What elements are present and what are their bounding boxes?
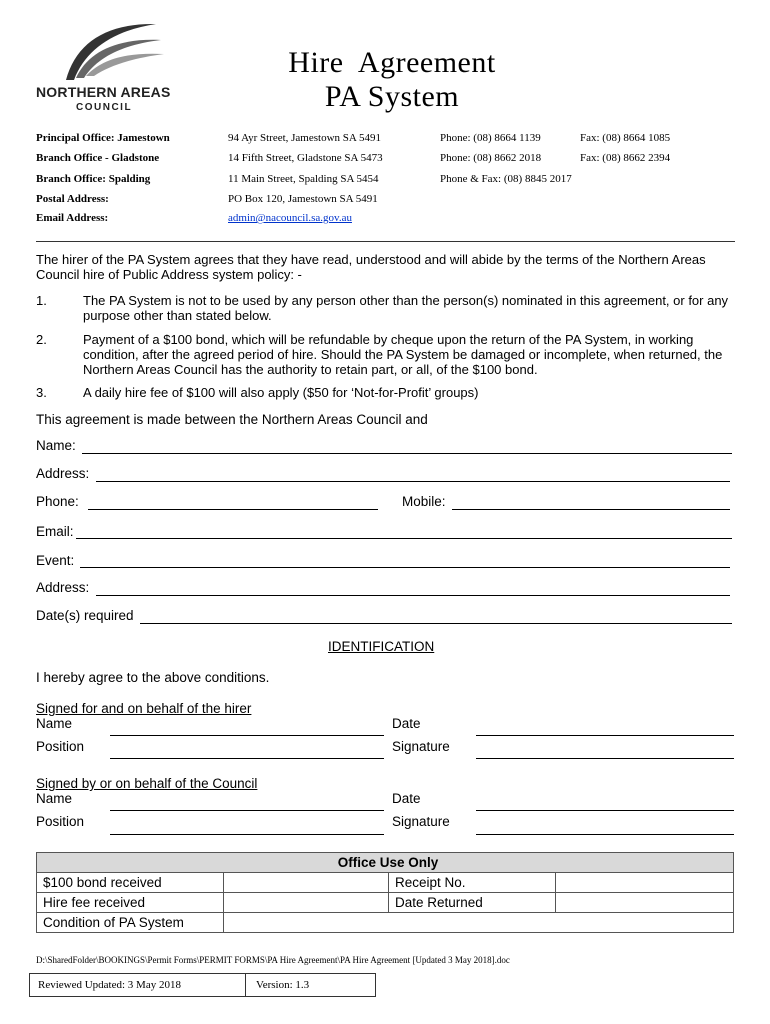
contact-label-2: Branch Office: Spalding <box>36 173 151 185</box>
office-use-table <box>36 852 734 933</box>
phone-label: Phone: <box>36 494 79 509</box>
hire-fee-received-label: Hire fee received <box>37 893 224 913</box>
council-date-label: Date <box>392 791 421 806</box>
contact-address-2: 11 Main Street, Spalding SA 5454 <box>228 173 379 185</box>
table-row <box>37 893 734 913</box>
event-address-label: Address: <box>36 580 90 595</box>
term-num-2: 2. <box>36 332 47 347</box>
term-text-3: A daily hire fee of $100 will also apply ($50 for ‘Not-for-Profit’ groups) <box>83 385 479 400</box>
term-text-2: Payment of a $100 bond, which will be refundable by cheque upon the return of the PA System, in working condition, after the agreed period of hire. Should the PA System be damaged or incomplete, when returned, the Northern Areas Council has the authority to retain part, or all, of the $100 bond. <box>83 332 723 377</box>
table-row <box>37 913 734 933</box>
title-line2: PA System <box>324 80 460 113</box>
event-address-field[interactable] <box>96 595 730 596</box>
contact-address-3: PO Box 120, Jamestown SA 5491 <box>228 193 378 205</box>
contact-phone-1: Phone: (08) 8662 2018 <box>440 152 542 164</box>
name-field[interactable] <box>82 453 732 454</box>
date-returned-cell[interactable] <box>556 893 734 913</box>
term-num-1: 1. <box>36 293 47 308</box>
receipt-no-cell[interactable] <box>556 873 734 893</box>
contact-fax-1: Fax: (08) 8662 2394 <box>580 152 671 164</box>
hirer-name-label: Name <box>36 716 73 731</box>
hirer-signature-label: Signature <box>392 739 450 754</box>
version: Version: 1.3 <box>256 979 310 991</box>
council-name-label: Name <box>36 791 73 806</box>
mobile-label: Mobile: <box>402 494 446 509</box>
contact-label-0: Principal Office: Jamestown <box>36 132 170 144</box>
agree-text: I hereby agree to the above conditions. <box>36 670 270 685</box>
contact-label-3: Postal Address: <box>36 193 109 205</box>
council-signature-field[interactable] <box>476 834 734 835</box>
logo-arcs-icon <box>46 18 176 84</box>
council-position-field[interactable] <box>110 834 384 835</box>
dates-field[interactable] <box>140 623 732 624</box>
event-label: Event: <box>36 553 75 568</box>
bond-received-label: $100 bond received <box>37 873 224 893</box>
contact-phone-2: Phone & Fax: (08) 8845 2017 <box>440 173 572 185</box>
term-text-1: The PA System is not to be used by any person other than the person(s) nominated in this agreement, or for any purpose other than stated below. <box>83 293 729 323</box>
reviewed-date: Reviewed Updated: 3 May 2018 <box>30 974 246 996</box>
address-field[interactable] <box>96 481 730 482</box>
address-label: Address: <box>36 466 90 481</box>
mobile-field[interactable] <box>452 509 730 510</box>
hirer-signature-field[interactable] <box>476 758 734 759</box>
table-row <box>37 873 734 893</box>
council-name-field[interactable] <box>110 810 384 811</box>
council-position-label: Position <box>36 814 85 829</box>
condition-cell[interactable] <box>224 913 734 933</box>
contact-label-4: Email Address: <box>36 212 109 224</box>
review-box <box>29 973 376 997</box>
dates-label: Date(s) required <box>36 608 134 623</box>
contact-phone-0: Phone: (08) 8664 1139 <box>440 132 541 144</box>
council-heading: Signed by or on behalf of the Council <box>36 776 258 791</box>
receipt-no-label: Receipt No. <box>389 873 556 893</box>
email-link[interactable]: admin@nacouncil.sa.gov.au <box>228 212 352 224</box>
header-divider <box>36 241 735 242</box>
hire-fee-received-cell[interactable] <box>224 893 389 913</box>
contact-fax-0: Fax: (08) 8664 1085 <box>580 132 671 144</box>
intro-text: The hirer of the PA System agrees that they have read, understood and will abide by the terms of the Northern Areas Council hire of Public Address system policy: - <box>36 252 706 282</box>
agreement-line: This agreement is made between the Northern Areas Council and <box>36 412 428 427</box>
contact-address-1: 14 Fifth Street, Gladstone SA 5473 <box>228 152 383 164</box>
hirer-date-field[interactable] <box>476 735 734 736</box>
council-logo <box>36 18 176 118</box>
name-label: Name: <box>36 438 76 453</box>
contact-label-1: Branch Office - Gladstone <box>36 152 160 164</box>
event-field[interactable] <box>80 567 730 568</box>
identification-heading: IDENTIFICATION <box>328 639 435 654</box>
email-label: Email: <box>36 524 74 539</box>
logo-text-line2: COUNCIL <box>76 102 133 113</box>
phone-field[interactable] <box>88 509 378 510</box>
hirer-date-label: Date <box>392 716 421 731</box>
hirer-position-field[interactable] <box>110 758 384 759</box>
title-line1: Hire Agreement <box>288 46 496 79</box>
term-num-3: 3. <box>36 385 47 400</box>
email-field[interactable] <box>76 538 732 539</box>
condition-label: Condition of PA System <box>37 913 224 933</box>
file-path: D:\SharedFolder\BOOKINGS\Permit Forms\PERMIT FORMS\PA Hire Agreement\PA Hire Agreement [Updated 3 May 2018].doc <box>36 955 510 965</box>
council-date-field[interactable] <box>476 810 734 811</box>
hirer-position-label: Position <box>36 739 85 754</box>
contact-address-0: 94 Ayr Street, Jamestown SA 5491 <box>228 132 381 144</box>
hirer-name-field[interactable] <box>110 735 384 736</box>
bond-received-cell[interactable] <box>224 873 389 893</box>
document-title <box>262 46 522 114</box>
council-signature-label: Signature <box>392 814 450 829</box>
date-returned-label: Date Returned <box>389 893 556 913</box>
office-use-heading: Office Use Only <box>37 853 734 873</box>
logo-text-line1: NORTHERN AREAS <box>36 84 171 100</box>
hirer-heading: Signed for and on behalf of the hirer <box>36 701 252 716</box>
